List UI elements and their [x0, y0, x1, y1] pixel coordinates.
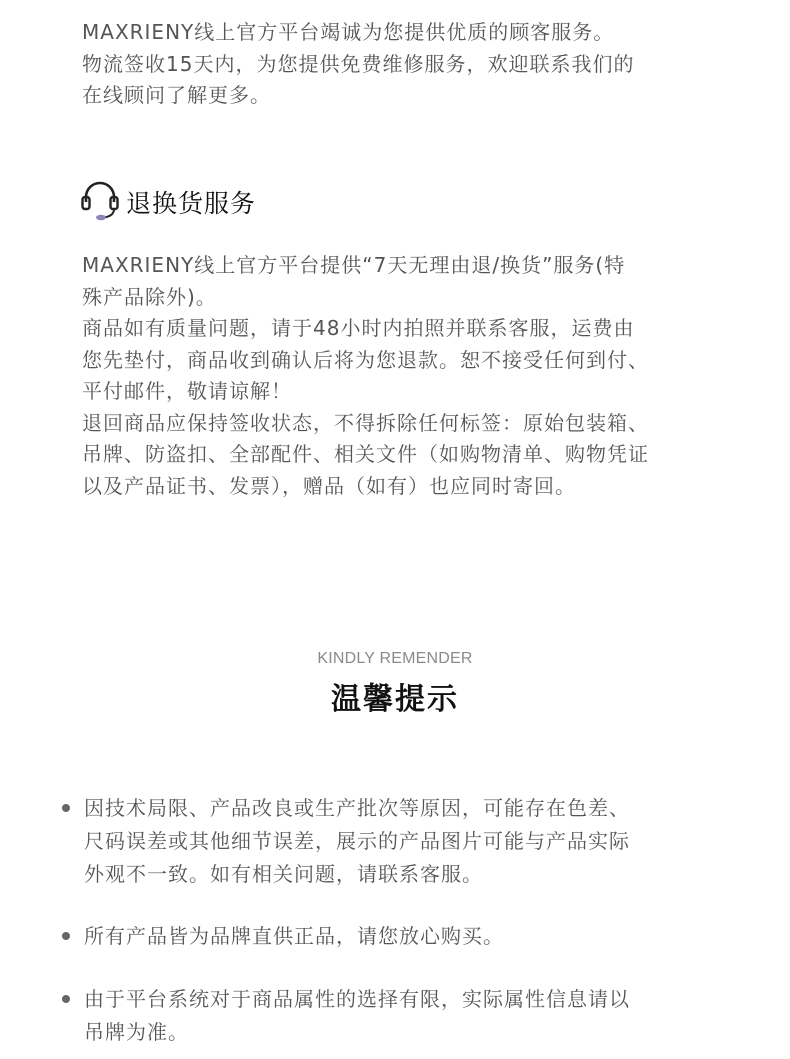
bullet-dot-icon — [62, 995, 70, 1003]
reminder-line: 外观不一致。如有相关问题，请联系客服。 — [84, 862, 483, 886]
reminder-line: 所有产品皆为品牌直供正品，请您放心购买。 — [84, 924, 504, 948]
return-policy-line: 以及产品证书、发票），赠品（如有）也应同时寄回。 — [82, 473, 576, 498]
reminder-line: 尺码误差或其他细节误差，展示的产品图片可能与产品实际 — [84, 829, 630, 853]
reminder-line: 因技术局限、产品改良或生产批次等原因，可能存在色差、 — [84, 796, 630, 820]
return-policy-line: MAXRIENY线上官方平台提供“7天无理由退/换货”服务(特 — [82, 253, 626, 277]
intro-line: 在线顾问了解更多。 — [82, 83, 271, 107]
reminder-line: 吊牌为准。 — [84, 1020, 189, 1044]
reminder-title: 温馨提示 — [331, 682, 459, 717]
bullet-dot-icon — [62, 932, 70, 940]
reminder-item-text — [84, 983, 724, 1049]
return-policy-line: 商品如有质量问题，请于48小时内拍照并联系客服，运费由 — [82, 316, 635, 340]
reminder-item-text — [84, 792, 724, 891]
return-policy-paragraph — [82, 250, 722, 502]
return-policy-line: 平付邮件，敬请谅解！ — [82, 379, 292, 403]
headset-icon — [80, 180, 120, 224]
reminder-kicker: KINDLY REMENDER — [317, 650, 473, 667]
intro-line: 物流签收15天内，为您提供免费维修服务，欢迎联系我们的 — [82, 51, 635, 76]
return-section-title: 退换货服务 — [126, 189, 257, 218]
return-policy-line: 殊产品除外)。 — [82, 284, 217, 309]
reminder-line: 由于平台系统对于商品属性的选择有限，实际属性信息请以 — [84, 987, 630, 1011]
return-policy-line: 吊牌、防盗扣、全部配件、相关文件（如购物清单、购物凭证 — [82, 442, 649, 466]
return-policy-line: 退回商品应保持签收状态，不得拆除任何标签：原始包装箱、 — [82, 410, 649, 435]
return-policy-line: 您先垫付，商品收到确认后将为您退款。恕不接受任何到付、 — [82, 347, 649, 372]
bullet-dot-icon — [62, 804, 70, 812]
intro-paragraph — [82, 17, 722, 112]
return-section-header — [80, 180, 256, 224]
intro-line: MAXRIENY线上官方平台竭诚为您提供优质的顾客服务。 — [82, 20, 615, 44]
reminder-item-text — [84, 920, 724, 953]
